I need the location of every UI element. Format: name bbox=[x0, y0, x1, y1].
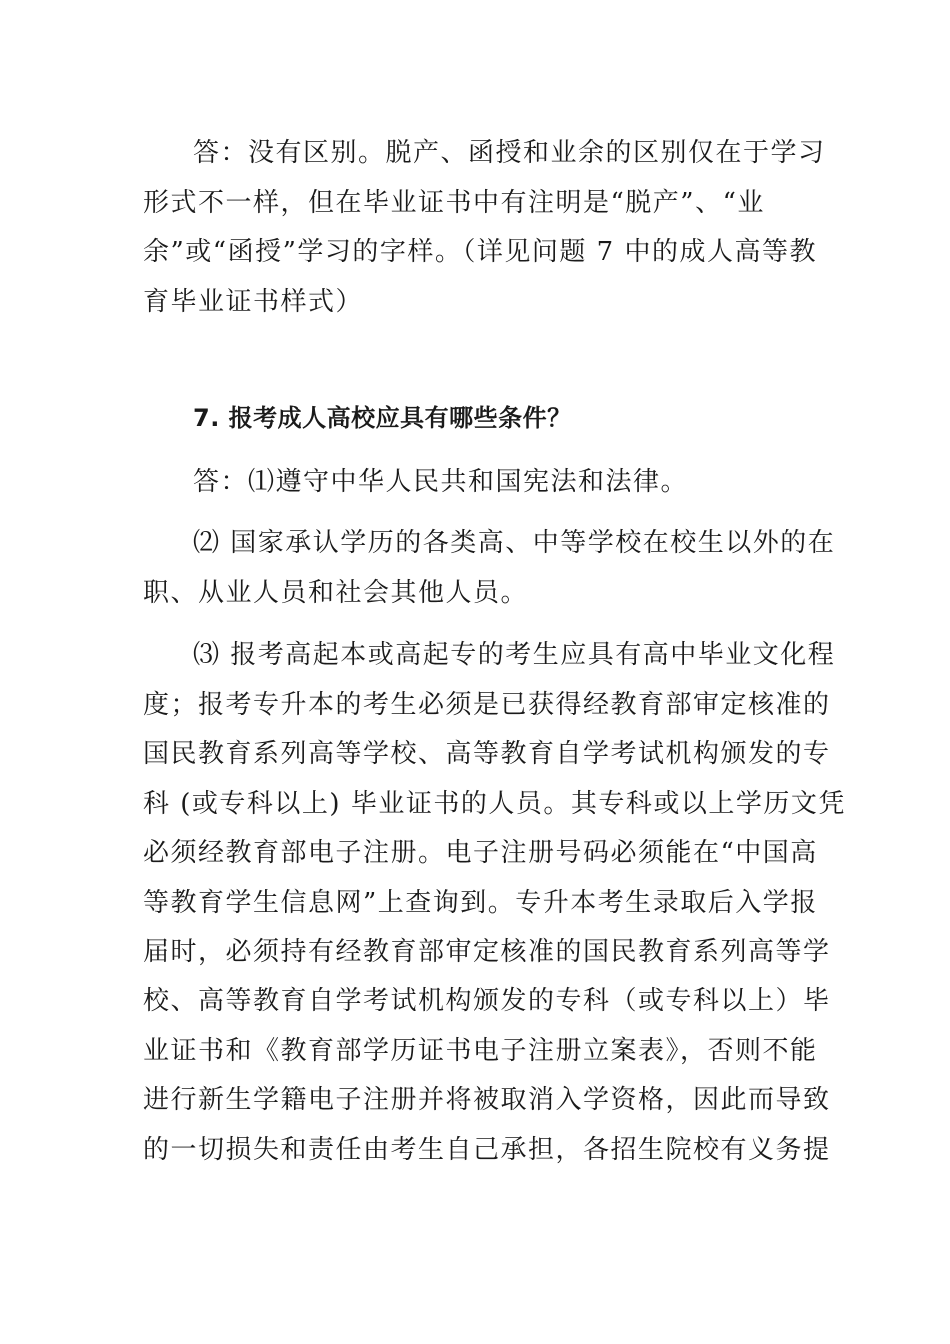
item-3-line-2: 度；报考专升本的考生必须是已获得经教育部审定核准的 bbox=[143, 690, 831, 720]
item-3-line-6: 等教育学生信息网”上查询到。专升本考生录取后入学报 bbox=[143, 888, 818, 918]
item-3-line-8: 校、高等教育自学考试机构颁发的专科（或专科以上）毕 bbox=[143, 986, 831, 1016]
item-3-line-3: 国民教育系列高等学校、高等教育自学考试机构颁发的专 bbox=[143, 739, 831, 769]
item-3-line-4: 科 (或专科以上) 毕业证书的人员。其专科或以上学历文凭 bbox=[143, 789, 846, 819]
question-7-heading: 7. 报考成人高校应具有哪些条件？ bbox=[193, 404, 572, 432]
item-3-line-9: 业证书和《教育部学历证书电子注册立案表》，否则不能 bbox=[143, 1036, 818, 1066]
answer-6-line-3: 余”或“函授”学习的字样。（详见问题 7 中的成人高等教 bbox=[143, 237, 817, 267]
item-3-line-1: ⑶ 报考高起本或高起专的考生应具有高中毕业文化程 bbox=[193, 640, 836, 670]
item-3-line-10: 进行新生学籍电子注册并将被取消入学资格，因此而导致 bbox=[143, 1085, 831, 1115]
item-2-line-2: 职、从业人员和社会其他人员。 bbox=[143, 578, 529, 608]
answer-6-line-4: 育毕业证书样式） bbox=[143, 287, 364, 317]
item-3-line-11: 的一切损失和责任由考生自己承担，各招生院校有义务提 bbox=[143, 1135, 831, 1165]
item-1-line: 答：⑴遵守中华人民共和国宪法和法律。 bbox=[193, 467, 689, 497]
item-3-line-7: 届时，必须持有经教育部审定核准的国民教育系列高等学 bbox=[143, 937, 831, 967]
answer-6-line-2: 形式不一样，但在毕业证书中有注明是“脱产”、“业 bbox=[143, 188, 765, 218]
item-3-line-5: 必须经教育部电子注册。电子注册号码必须能在“中国高 bbox=[143, 838, 818, 868]
item-2-line-1: ⑵ 国家承认学历的各类高、中等学校在校生以外的在 bbox=[193, 528, 836, 558]
answer-6-line-1: 答：没有区别。脱产、函授和业余的区别仅在于学习 bbox=[193, 138, 826, 168]
